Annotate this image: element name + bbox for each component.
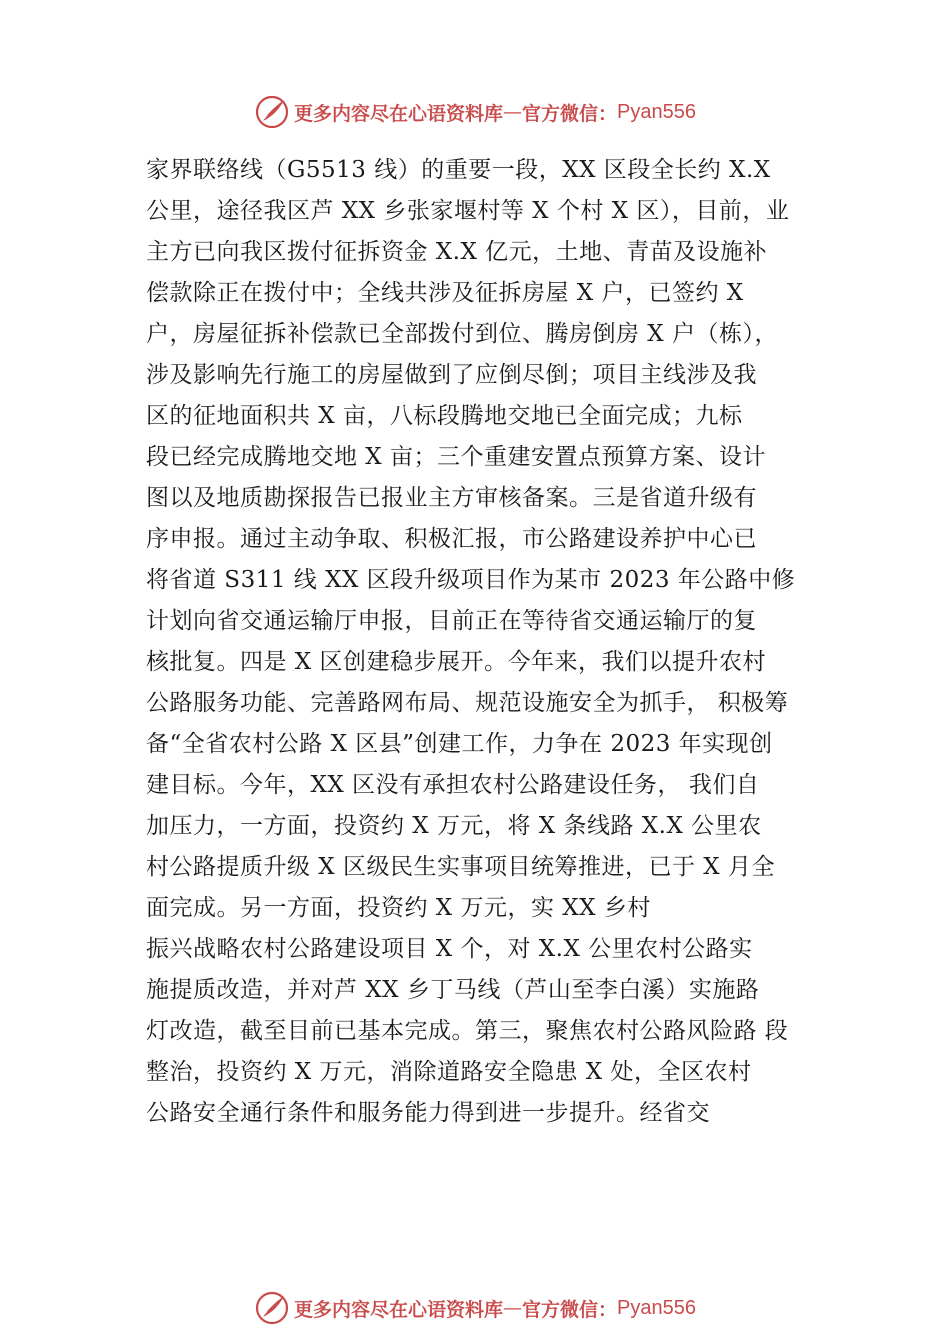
text-line: 主方已向我区拨付征拆资金 X.X 亿元，土地、青苗及设施补 <box>146 239 768 265</box>
text-line: 面完成。另一方面，投资约 X 万元，实 XX 乡村 <box>146 895 651 921</box>
text-line: 公路服务功能、完善路网布局、规范设施安全为抓手， 积极筹 <box>146 690 789 716</box>
footer-banner <box>0 1288 950 1328</box>
footer-wechat-label: 官方微信： <box>522 1298 618 1321</box>
text-line: 将省道 S311 线 XX 区段升级项目作为某市 2023 年公路中修 <box>146 567 796 593</box>
header-banner <box>0 92 950 132</box>
quill-pen-logo-icon <box>254 94 290 130</box>
text-line: 村公路提质升级 X 区级民生实事项目统筹推进，已于 X 月全 <box>146 854 775 880</box>
footer-wechat-id: Pyan556 <box>617 1296 696 1319</box>
text-line: 户，房屋征拆补偿款已全部拨付到位、腾房倒房 X 户（栋）， <box>146 321 778 347</box>
text-line: 建目标。今年，XX 区没有承担农村公路建设任务， 我们自 <box>146 772 760 798</box>
text-line: 涉及影响先行施工的房屋做到了应倒尽倒；项目主线涉及我 <box>146 362 757 388</box>
text-line: 偿款除正在拨付中；全线共涉及征拆房屋 X 户，已签约 X <box>146 280 744 306</box>
text-line: 序申报。通过主动争取、积极汇报，市公路建设养护中心已 <box>146 526 757 552</box>
text-line: 区的征地面积共 X 亩，八标段腾地交地已全面完成；九标 <box>146 403 743 429</box>
header-wechat-id: Pyan556 <box>617 100 696 123</box>
footer-separator: — <box>503 1297 523 1319</box>
text-line: 备“全省农村公路 X 区县”创建工作，力争在 2023 年实现创 <box>146 731 773 757</box>
text-line: 加压力，一方面，投资约 X 万元，将 X 条线路 X.X 公里农 <box>146 813 762 839</box>
text-line: 振兴战略农村公路建设项目 X 个，对 X.X 公里农村公路实 <box>146 936 753 962</box>
header-separator: — <box>503 101 523 123</box>
text-line: 公路安全通行条件和服务能力得到进一步提升。经省交 <box>146 1100 710 1126</box>
text-line: 灯改造，截至目前已基本完成。第三，聚焦农村公路风险路 段 <box>146 1018 789 1044</box>
text-line: 核批复。四是 X 区创建稳步展开。今年来，我们以提升农村 <box>146 649 766 675</box>
text-line: 整治，投资约 X 万元，消除道路安全隐患 X 处，全区农村 <box>146 1059 752 1085</box>
quill-pen-logo-icon <box>254 1290 290 1326</box>
text-line: 公里，途径我区芦 XX 乡张家堰村等 X 个村 X 区），目前，业 <box>146 198 790 224</box>
footer-library-text: 更多内容尽在心语资料库 <box>294 1298 504 1321</box>
text-line: 施提质改造，并对芦 XX 乡丁马线（芦山至李白溪）实施路 <box>146 977 760 1003</box>
document-body <box>146 150 826 1134</box>
header-wechat-label: 官方微信： <box>522 102 618 125</box>
text-line: 图以及地质勘探报告已报业主方审核备案。三是省道升级有 <box>146 485 757 511</box>
text-line: 计划向省交通运输厅申报，目前正在等待省交通运输厅的复 <box>146 608 757 634</box>
text-line: 家界联络线（G5513 线）的重要一段，XX 区段全长约 X.X <box>146 157 771 183</box>
text-line: 段已经完成腾地交地 X 亩；三个重建安置点预算方案、设计 <box>146 444 766 470</box>
header-library-text: 更多内容尽在心语资料库 <box>294 102 504 125</box>
